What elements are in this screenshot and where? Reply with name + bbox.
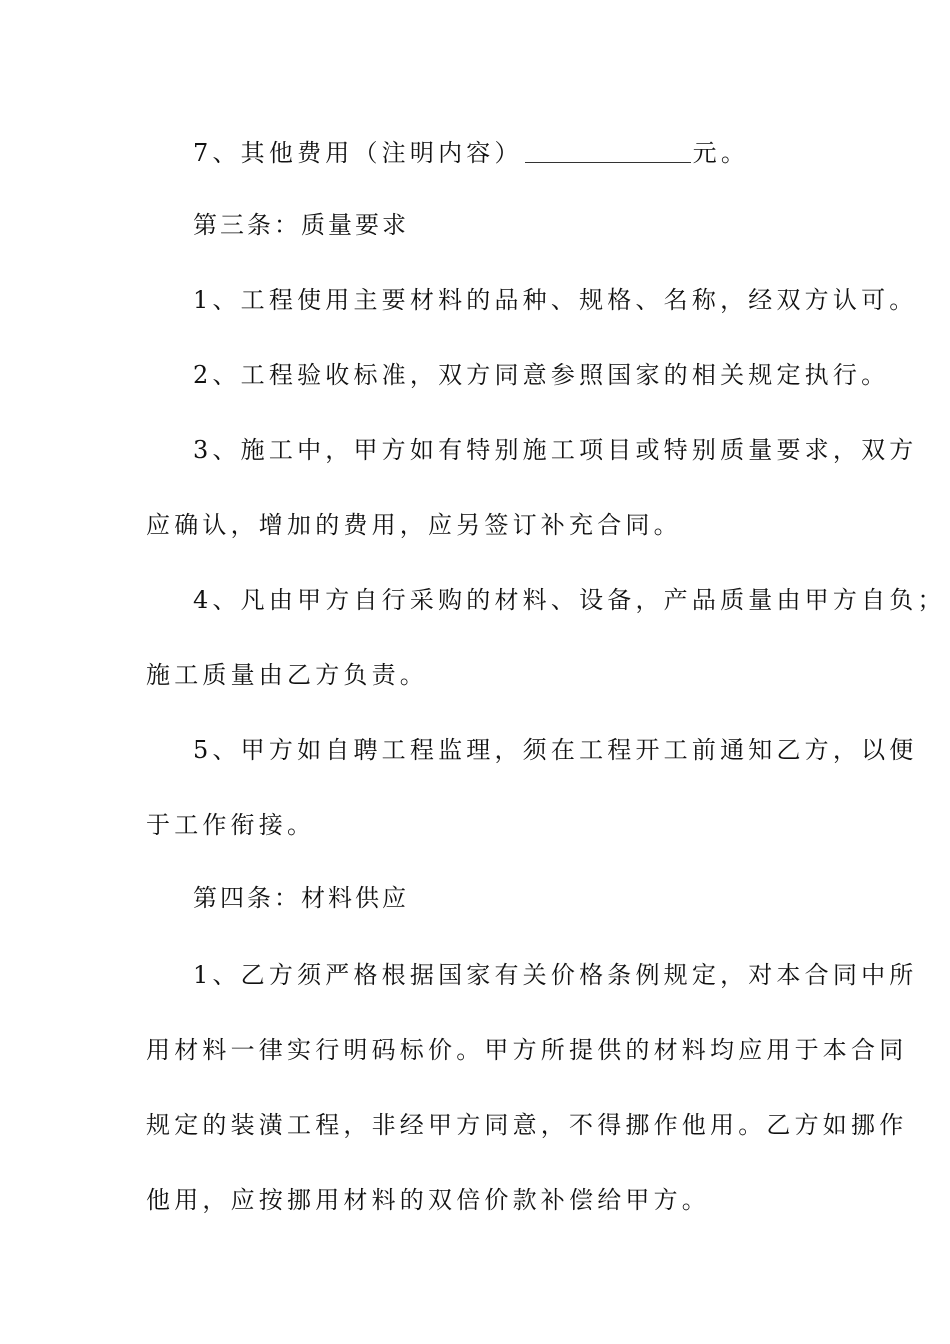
article-4-item-1-line-3: 规定的装潢工程，非经甲方同意，不得挪作他用。乙方如挪作: [146, 1111, 908, 1139]
fee-item-7: [193, 133, 863, 173]
article-3-item-3-line-2: 应确认，增加的费用，应另签订补充合同。: [146, 511, 682, 539]
article-4-item-1-line-2: 用材料一律实行明码标价。甲方所提供的材料均应用于本合同: [146, 1036, 908, 1064]
fee-item-7-label: 7、其他费用（注明内容）: [193, 139, 523, 167]
article-3-item-3-line-1: 3、施工中，甲方如有特别施工项目或特别质量要求，双方: [193, 436, 918, 464]
article-3-item-1: 1、工程使用主要材料的品种、规格、名称，经双方认可。: [193, 286, 918, 314]
article-3-heading: 第三条：质量要求: [193, 211, 409, 239]
fee-item-7-unit: 元。: [692, 139, 750, 167]
article-3-item-5-line-1: 5、甲方如自聘工程监理，须在工程开工前通知乙方，以便: [193, 736, 918, 764]
article-4-heading: 第四条：材料供应: [193, 884, 409, 912]
fill-in-blank: [525, 140, 691, 163]
article-4-item-1-line-1: 1、乙方须严格根据国家有关价格条例规定，对本合同中所: [193, 961, 918, 989]
article-3-item-4-line-1: 4、凡由甲方自行采购的材料、设备，产品质量由甲方自负；: [193, 586, 946, 614]
article-3-item-2: 2、工程验收标准，双方同意参照国家的相关规定执行。: [193, 361, 890, 389]
article-4-item-1-line-4: 他用，应按挪用材料的双倍价款补偿给甲方。: [146, 1186, 710, 1214]
article-3-item-4-line-2: 施工质量由乙方负责。: [146, 661, 428, 689]
article-3-item-5-line-2: 于工作衔接。: [146, 811, 316, 839]
